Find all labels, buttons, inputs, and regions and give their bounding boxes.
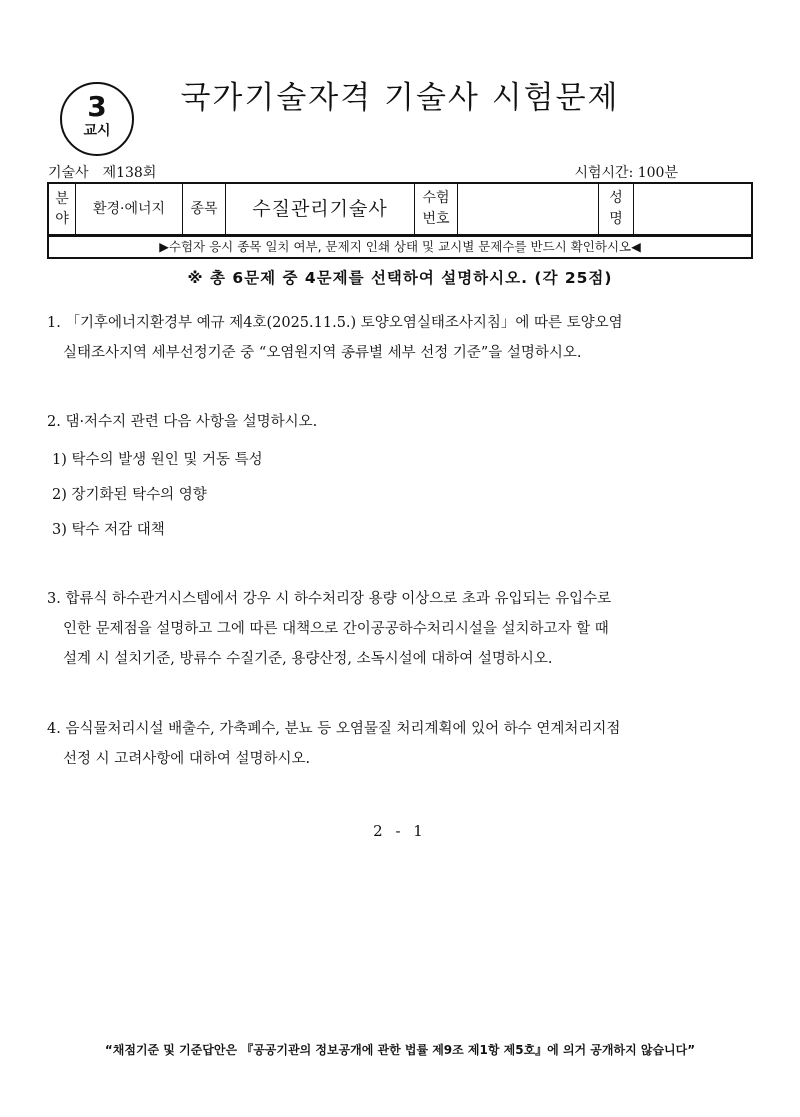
question-3-line-2: 인한 문제점을 설명하고 그에 따른 대책으로 간이공공하수처리시설을 설치하고자 할 때: [63, 621, 609, 637]
footer-notice: “채점기준 및 기준답안은 『공공기관의 정보공개에 관한 법률 제9조 제1항 제5호』에 의거 공개하지 않습니다”: [104, 1043, 696, 1057]
exam-number-label-2: 번호: [422, 211, 450, 227]
name-field[interactable]: [634, 183, 753, 235]
name-label-2: 명: [609, 211, 623, 227]
question-2-item-1: 1) 탁수의 발생 원인 및 거동 특성: [52, 452, 263, 468]
subject-label: 종목: [183, 183, 226, 235]
exam-meta: [48, 162, 156, 182]
question-1: [47, 308, 757, 368]
question-1-line-2: 실태조사지역 세부선정기준 중 “오염원지역 종류별 세부 선정 기준”을 설명하시오.: [63, 345, 582, 361]
session-number: 3: [87, 90, 107, 123]
field-label-text: 분야: [55, 190, 69, 227]
page-number: 2 - 1: [373, 822, 427, 840]
question-4-line-2: 선정 시 고려사항에 대하여 설명하시오.: [63, 751, 311, 767]
subject-value: 수질관리기술사: [226, 183, 415, 235]
exam-number-field[interactable]: [458, 183, 599, 235]
exam-category: 기술사: [48, 165, 89, 181]
question-4-line-1: 4. 음식물처리시설 배출수, 가축폐수, 분뇨 등 오염물질 처리계획에 있어 하수 연계처리지점: [47, 721, 621, 737]
exam-info-table: [47, 182, 753, 236]
instruction: ※ 총 6문제 중 4문제를 선택하여 설명하시오. (각 25점): [187, 269, 613, 287]
field-label: [48, 183, 76, 235]
question-1-line-1: 1. 「기후에너지환경부 예규 제4호(2025.11.5.) 토양오염실태조사지침」에 따른 토양오염: [47, 315, 623, 331]
exam-number-label-1: 수험: [422, 190, 450, 206]
question-2-stem: 2. 댐·저수지 관련 다음 사항을 설명하시오.: [47, 414, 318, 430]
name-label: [599, 183, 634, 235]
question-2-item-2: 2) 장기화된 탁수의 영향: [52, 487, 207, 503]
field-value: 환경·에너지: [76, 183, 183, 235]
exam-time: 시험시간: 100분: [574, 165, 678, 181]
question-2-item-3: 3) 탁수 저감 대책: [52, 522, 165, 538]
exam-number-label: [415, 183, 458, 235]
name-label-1: 성: [609, 190, 623, 206]
question-3-line-1: 3. 합류식 하수관거시스템에서 강우 시 하수처리장 용량 이상으로 초과 유입되는 유입수로: [47, 591, 612, 607]
session-label: 교시: [83, 123, 111, 139]
question-3: [47, 584, 757, 674]
question-3-line-3: 설계 시 설치기준, 방류수 수질기준, 용량산정, 소독시설에 대하여 설명하시오.: [63, 651, 553, 667]
question-4: [47, 714, 757, 774]
notice-banner: ▶수험자 응시 종목 일치 여부, 문제지 인쇄 상태 및 교시별 문제수를 반드시 확인하시오◀: [47, 236, 753, 259]
question-2: [47, 407, 757, 437]
exam-round: 제138회: [102, 165, 157, 181]
page-title: 국가기술자격 기술사 시험문제: [180, 80, 620, 116]
